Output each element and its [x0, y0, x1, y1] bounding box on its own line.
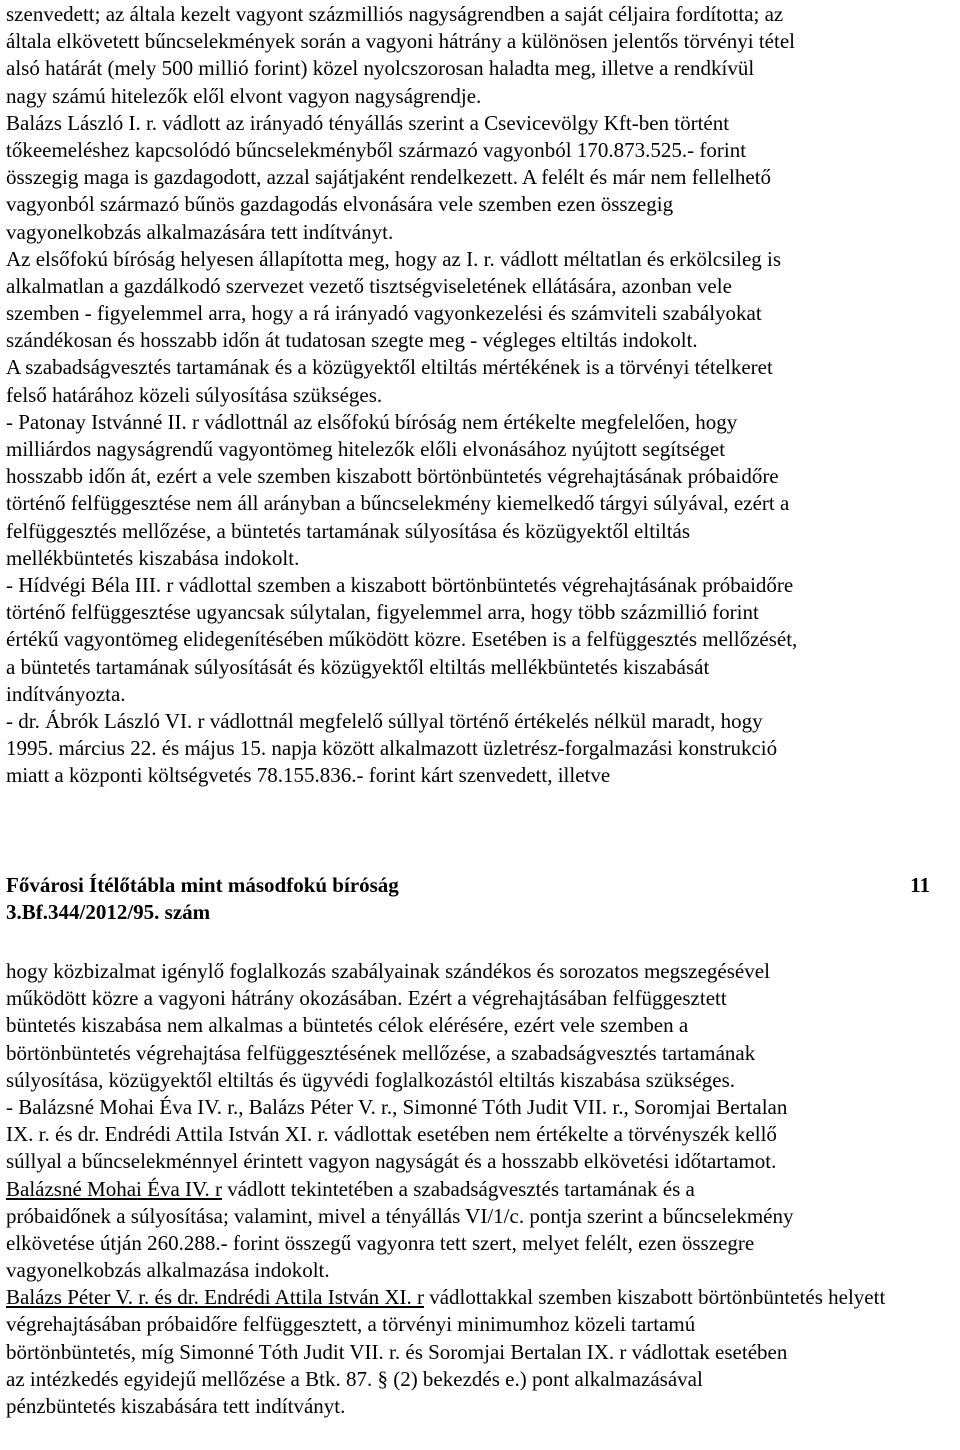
- text-line: történő felfüggesztése ugyancsak súlytalan, figyelemmel arra, hogy több százmillió forint: [6, 600, 759, 625]
- text-line: szándékosan és hosszabb időn át tudatosan szegte meg - végleges eltiltás indokolt.: [6, 328, 698, 353]
- text-line: tőkeemeléshez kapcsolódó bűncselekményből származó vagyonból 170.873.525.- forint: [6, 137, 747, 162]
- underlined-defendant: Balázsné Mohai Éva IV. r: [6, 1176, 222, 1201]
- text-segment: vádlott tekintetében a szabadságvesztés tartamának és a: [221, 1176, 695, 1201]
- text-line: súllyal a bűncselekménnyel érintett vagyon nagyságát és a hosszabb elkövetési időtartamot.: [6, 1149, 777, 1174]
- text-line: szemben - figyelemmel arra, hogy a rá irányadó vagyonkezelési és számviteli szabályokat: [6, 301, 762, 326]
- page-header: [6, 872, 954, 926]
- text-line: felfüggesztés mellőzése, a büntetés tartamának súlyosítása és közügyektől eltiltás: [6, 518, 691, 543]
- text-line: 1995. március 22. és május 15. napja között alkalmazott üzletrész-forgalmazási konstrukció: [6, 736, 778, 761]
- text-line: szenvedett; az általa kezelt vagyont százmilliós nagyságrendben a saját céljaira fordította; az: [6, 2, 784, 26]
- text-line: - dr. Ábrók László VI. r vádlottnál megfelelő súllyal történő értékelés nélkül maradt, hogy: [6, 708, 763, 733]
- text-line: pénzbüntetés kiszabására tett indítványt.: [6, 1394, 346, 1418]
- text-line: indítványozta.: [6, 681, 126, 706]
- text-line: börtönbüntetés, míg Simonné Tóth Judit VII. r. és Soromjai Bertalan IX. r vádlottak esetében: [6, 1339, 788, 1364]
- text-line: elkövetése útján 260.288.- forint összegű vagyonra tett szert, melyet felélt, ezen összegre: [6, 1230, 755, 1255]
- text-line: A szabadságvesztés tartamának és a közügyektől eltiltás mértékének is a törvényi tételkeret: [6, 355, 773, 380]
- text-line: - Balázsné Mohai Éva IV. r., Balázs Péter V. r., Simonné Tóth Judit VII. r., Soromjai Bertalan: [6, 1094, 788, 1119]
- text-line: általa elkövetett bűncselekmények során a vagyoni hátrány a különösen jelentős törvényi tétel: [6, 29, 795, 54]
- text-line: hogy közbizalmat igénylő foglalkozás szabályainak szándékos és sorozatos megszegésével: [6, 959, 770, 983]
- text-line: súlyosítása, közügyektől eltiltás és ügyvédi foglalkozástól eltiltás kiszabása szükséges.: [6, 1067, 736, 1092]
- text-line: működött közre a vagyoni hátrány okozásában. Ezért a végrehajtásában felfüggesztett: [6, 986, 727, 1011]
- text-line: Az elsőfokú bíróság helyesen állapította meg, hogy az I. r. vádlott méltatlan és erkölcsileg is: [6, 246, 782, 271]
- text-line: büntetés kiszabása nem alkalmas a büntetés célok elérésére, ezért vele szemben a: [6, 1013, 689, 1038]
- underlined-defendants: Balázs Péter V. r. és dr. Endrédi Attila István XI. r: [6, 1285, 424, 1310]
- text-line: vagyonelkobzás alkalmazása indokolt.: [6, 1258, 330, 1283]
- text-line: az intézkedés egyidejű mellőzése a Btk. 87. § (2) bekezdés e.) pont alkalmazásával: [6, 1366, 703, 1391]
- text-line: próbaidőnek a súlyosítása; valamint, mivel a tényállás VI/1/c. pontja szerint a bűncselekmény: [6, 1203, 794, 1228]
- text-line: Balázs László I. r. vádlott az irányadó tényállás szerint a Csevicevölgy Kft-ben történt: [6, 110, 730, 135]
- text-line: [6, 1176, 954, 1203]
- text-line: - Patonay Istvánné II. r vádlottnál az elsőfokú bíróság nem értékelte megfelelően, hogy: [6, 409, 738, 434]
- text-line: hosszabb időn át, ezért a vele szemben kiszabott börtönbüntetés végrehajtásának próbaidőre: [6, 464, 779, 489]
- text-line: börtönbüntetés végrehajtása felfüggesztésének mellőzése, a szabadságvesztés tartamának: [6, 1040, 756, 1065]
- text-line: összegig maga is gazdagodott, azzal sajátjaként rendelkezett. A felélt és már nem fellelhető: [6, 165, 772, 190]
- text-line: vagyonból származó bűnös gazdagodás elvonására vele szemben ezen összegig: [6, 192, 674, 217]
- text-line: milliárdos nagyságrendű vagyontömeg hitelezők előli elvonásához nyújtott segítséget: [6, 437, 726, 461]
- text-line: - Hídvégi Béla III. r vádlottal szemben a kiszabott börtönbüntetés végrehajtásának próbaidőre: [6, 572, 794, 597]
- text-line: alkalmatlan a gazdálkodó szervezet vezető tisztségviseletének ellátására, azonban vele: [6, 273, 732, 298]
- court-name: Fővárosi Ítélőtábla mint másodfokú bíróság: [6, 873, 399, 897]
- text-line: mellékbüntetés kiszabása indokolt.: [6, 545, 300, 570]
- text-line: vagyonelkobzás alkalmazására tett indítványt.: [6, 219, 394, 244]
- text-line: történő felfüggesztése nem áll arányban a bűncselekmény kiemelkedő tárgyi súlyával, ezért a: [6, 491, 790, 516]
- text-segment: vádlottakkal szemben kiszabott börtönbüntetés helyett: [423, 1285, 886, 1310]
- text-line: [6, 1284, 954, 1311]
- text-line: felső határához közeli súlyosítása szükséges.: [6, 382, 383, 407]
- case-number: 3.Bf.344/2012/95. szám: [6, 900, 211, 924]
- body-text-bottom: [6, 958, 954, 1420]
- text-line: értékű vagyontömeg elidegenítésében működött közre. Esetében is a felfüggesztés mellőzését,: [6, 627, 798, 652]
- text-line: nagy számú hitelezők elől elvont vagyon nagyságrendje.: [6, 83, 482, 108]
- text-line: alsó határát (mely 500 millió forint) közel nyolcszorosan haladta meg, illetve a rendkívül: [6, 56, 755, 81]
- text-line: végrehajtásában próbaidőre felfüggesztett, a törvényi minimumhoz közeli tartamú: [6, 1312, 696, 1337]
- text-line: IX. r. és dr. Endrédi Attila István XI. r. vádlottak esetében nem értékelte a törvényszék kellő: [6, 1122, 777, 1147]
- text-line: a büntetés tartamának súlyosítását és közügyektől eltiltás mellékbüntetés kiszabását: [6, 654, 710, 679]
- page-number: 11: [910, 873, 930, 897]
- body-text-top: [6, 1, 954, 789]
- text-line: miatt a központi költségvetés 78.155.836.- forint kárt szenvedett, illetve: [6, 763, 611, 788]
